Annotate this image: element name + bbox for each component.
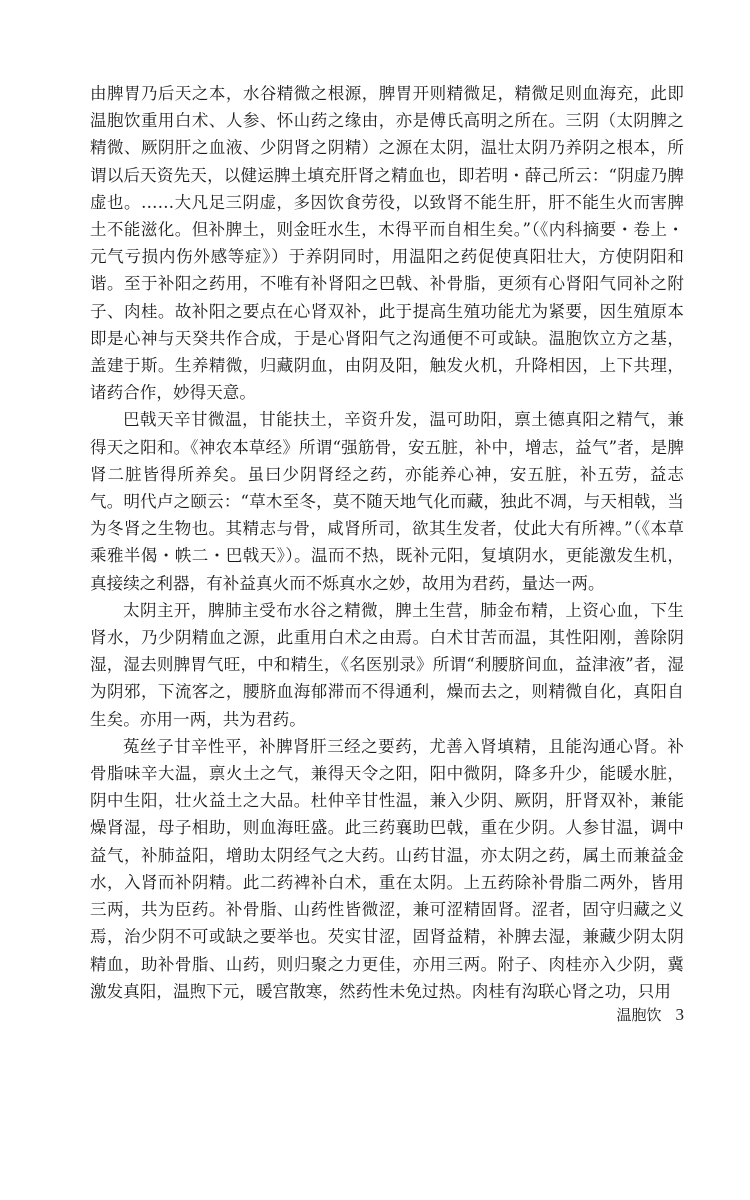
paragraph-3: 太阴主开，脾肺主受布水谷之精微，脾土生营，肺金布精，上资心血，下生肾水，乃少阴精血之源，此重用白术之由焉。白术甘苦而温，其性阳刚，善除阴湿，湿去则脾胃气旺，中和精生，《名医别录》所谓“利腰脐间血，益津液”者，湿为阴邪，下流客之，腰脐血海郁滞而不得通利，燥而去之，则精微自化，真阳自生矣。亦用一两，共为君药。	[90, 600, 684, 729]
body-text	[90, 80, 684, 1005]
paragraph-4: 菟丝子甘辛性平，补脾肾肝三经之要药，尤善入肾填精，且能沟通心肾。补骨脂味辛大温，禀火土之气，兼得天令之阳，阳中微阴，降多升少，能暖水脏，阴中生阳，壮火益土之大品。杜仲辛甘性温，兼入少阴、厥阴，肝肾双补，兼能燥肾湿，母子相助，则血海旺盛。此三药襄助巴戟，重在少阴。人参甘温，调中益气，补肺益阳，增助太阴经气之大药。山药甘温，亦太阴之药，属土而兼益金水，入肾而补阴精。此二药裨补白术，重在太阴。上五药除补骨脂二两外，皆用三两，共为臣药。补骨脂、山药性皆微涩，兼可涩精固肾。涩者，固守归藏之义焉，治少阴不可或缺之要举也。芡实甘涩，固肾益精，补脾去湿，兼藏少阴太阴精血，助补骨脂、山药，则归聚之力更佳，亦用三两。附子、肉桂亦入少阴，冀激发真阳，温煦下元，暖宫散寒，然药性未免过热。肉桂有沟联心肾之功，只用	[90, 736, 684, 1001]
paragraph-1: 由脾胃乃后天之本，水谷精微之根源，脾胃开则精微足，精微足则血海充，此即温胞饮重用白术、人参、怀山药之缘由，亦是傅氏高明之所在。三阴（太阴脾之精微、厥阴肝之血液、少阴肾之阴精）之源在太阴，温壮太阴乃养阴之根本，所谓以后天资先天，以健运脾土填充肝肾之精血也，即若明・薛己所云：“阴虚乃脾虚也。……大凡足三阴虚，多因饮食劳役，以致肾不能生肝，肝不能生火而害脾土不能滋化。但补脾土，则金旺水生，木得平而自相生矣。”（《内科摘要・卷上・元气亏损内伤外感等症》）于养阴同时，用温阳之药促使真阳壮大，方使阴阳和谐。至于补阳之药用，不唯有补肾阳之巴戟、补骨脂，更须有心肾阳气同补之附子、肉桂。故补阳之要点在心肾双补，此于提高生殖功能尤为紧要，因生殖原本即是心神与天癸共作合成，于是心肾阳气之沟通便不可或缺。温胞饮立方之基，盖建于斯。生养精微，归藏阴血，由阴及阳，触发火机，升降相因，上下共理，诸药合作，妙得天意。	[90, 84, 684, 403]
paragraph-2: 巴戟天辛甘微温，甘能扶土，辛资升发，温可助阳，禀土德真阳之精气，兼得天之阳和。《神农本草经》所谓“强筋骨，安五脏，补中，增志，益气”者，是脾肾二脏皆得所养矣。虽曰少阴肾经之药，亦能养心神，安五脏，补五劳，益志气。明代卢之颐云：“草木至冬，莫不随天地气化而藏，独此不凋，与天相戟，当为冬肾之生物也。其精志与骨，咸肾所司，欲其生发者，仗此大有所裨。”（《本草乘雅半偈・帙二・巴戟天》）。温而不热，既补元阳，复填阴水，更能激发生机，真接续之利器，有补益真火而不烁真水之妙，故用为君药，量达一两。	[90, 410, 684, 593]
footer-title: 温胞饮	[616, 1006, 662, 1024]
page-number: 3	[675, 1005, 684, 1024]
running-footer	[616, 1004, 684, 1025]
